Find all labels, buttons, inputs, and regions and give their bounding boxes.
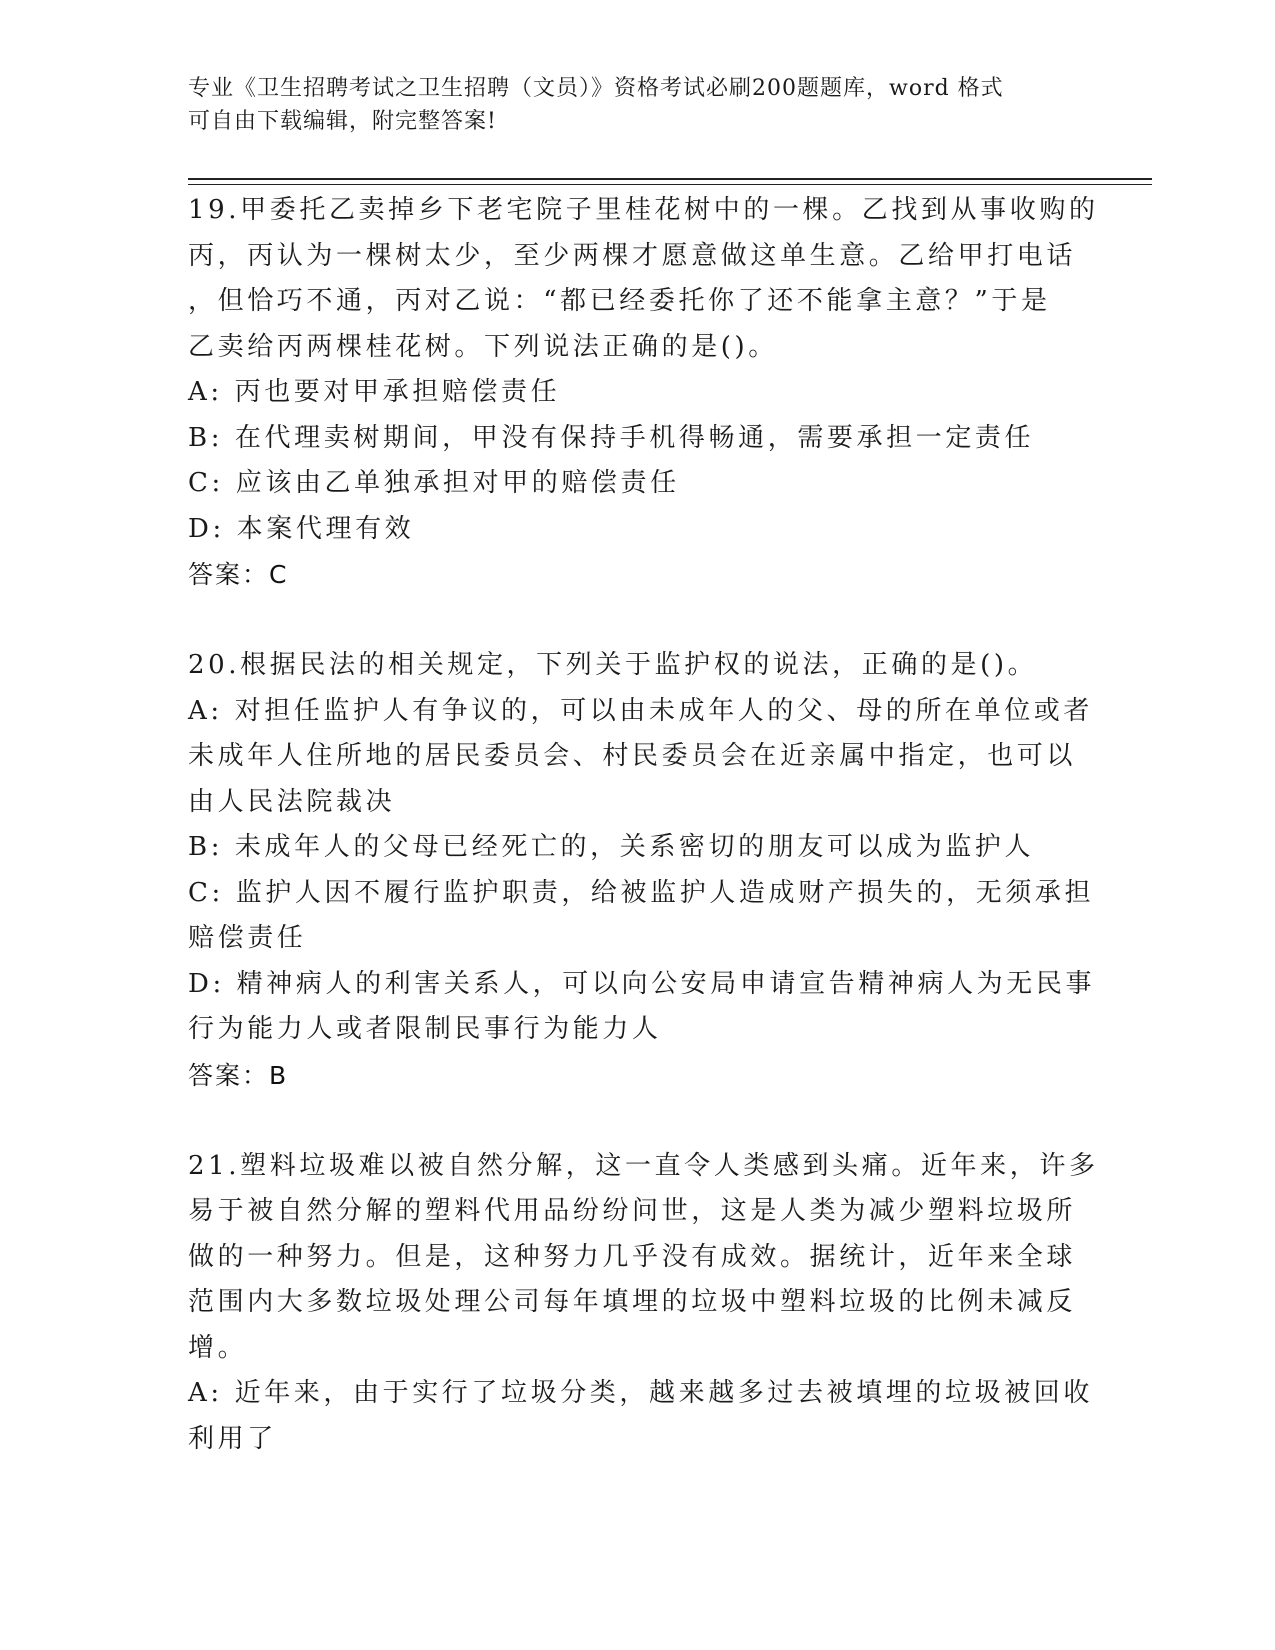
question-stem-line: 做的一种努力。但是，这种努力几乎没有成效。据统计，近年来全球 [188, 1241, 1077, 1272]
document-header [188, 72, 1088, 138]
question-stem-line: 易于被自然分解的塑料代用品纷纷问世，这是人类为减少塑料垃圾所 [188, 1196, 1077, 1226]
question-stem-line: 乙卖给丙两棵桂花树。下列说法正确的是()。 [188, 331, 778, 362]
question-stem-line: ，但恰巧不通，丙对乙说：“都已经委托你了还不能拿主意？”于是 [188, 286, 1051, 316]
option-a: A: 近年来，由于实行了垃圾分类，越来越多过去被填埋的垃圾被回收 [188, 1378, 1094, 1408]
option-d-continued: 行为能力人或者限制民事行为能力人 [188, 1014, 662, 1044]
option-d: D: 精神病人的利害关系人，可以向公安局申请宣告精神病人为无民事 [188, 968, 1096, 999]
question-stem-line: 丙，丙认为一棵树太少，至少两棵才愿意做这单生意。乙给甲打电话 [188, 240, 1077, 271]
question-stem-line: 范围内大多数垃圾处理公司每年填埋的垃圾中塑料垃圾的比例未减反 [188, 1287, 1077, 1317]
header-divider [188, 178, 1152, 180]
option-a-continued: 利用了 [188, 1423, 277, 1454]
question-stem-line: 19.甲委托乙卖掉乡下老宅院子里桂花树中的一棵。乙找到从事收购的 [188, 195, 1099, 225]
option-a: A: 丙也要对甲承担赔偿责任 [188, 377, 561, 407]
answer-line: 答案：C [188, 560, 289, 589]
question-21 [188, 1144, 1099, 1463]
option-a: A: 对担任监护人有争议的，可以由未成年人的父、母的所在单位或者 [188, 695, 1094, 726]
option-c: C: 应该由乙单独承担对甲的赔偿责任 [188, 468, 680, 498]
option-b: B: 未成年人的父母已经死亡的，关系密切的朋友可以成为监护人 [188, 832, 1035, 862]
question-list [188, 188, 1099, 1462]
question-19 [188, 188, 1099, 598]
question-20 [188, 643, 1096, 1098]
question-spacer [188, 1098, 1088, 1144]
option-a-continued: 由人民法院裁决 [188, 786, 396, 817]
option-d: D: 本案代理有效 [188, 513, 415, 544]
option-b: B: 在代理卖树期间，甲没有保持手机得畅通，需要承担一定责任 [188, 422, 1035, 453]
question-stem-line: 20.根据民法的相关规定，下列关于监护权的说法，正确的是()。 [188, 650, 1038, 680]
option-c: C: 监护人因不履行监护职责，给被监护人造成财产损失的，无须承担 [188, 877, 1095, 908]
option-c-continued: 赔偿责任 [188, 923, 307, 953]
question-stem-line: 增。 [188, 1332, 248, 1363]
question-stem-line: 21.塑料垃圾难以被自然分解，这一直令人类感到头痛。近年来，许多 [188, 1150, 1099, 1181]
header-line-2: 可自由下载编辑，附完整答案! [188, 109, 497, 134]
header-line-1: 专业《卫生招聘考试之卫生招聘（文员）》资格考试必刷200题题库，word 格式 [188, 76, 1004, 101]
header-divider-thin [188, 184, 1152, 185]
question-spacer [188, 598, 1088, 644]
answer-line: 答案：B [188, 1060, 289, 1090]
option-a-continued: 未成年人住所地的居民委员会、村民委员会在近亲属中指定，也可以 [188, 741, 1077, 771]
